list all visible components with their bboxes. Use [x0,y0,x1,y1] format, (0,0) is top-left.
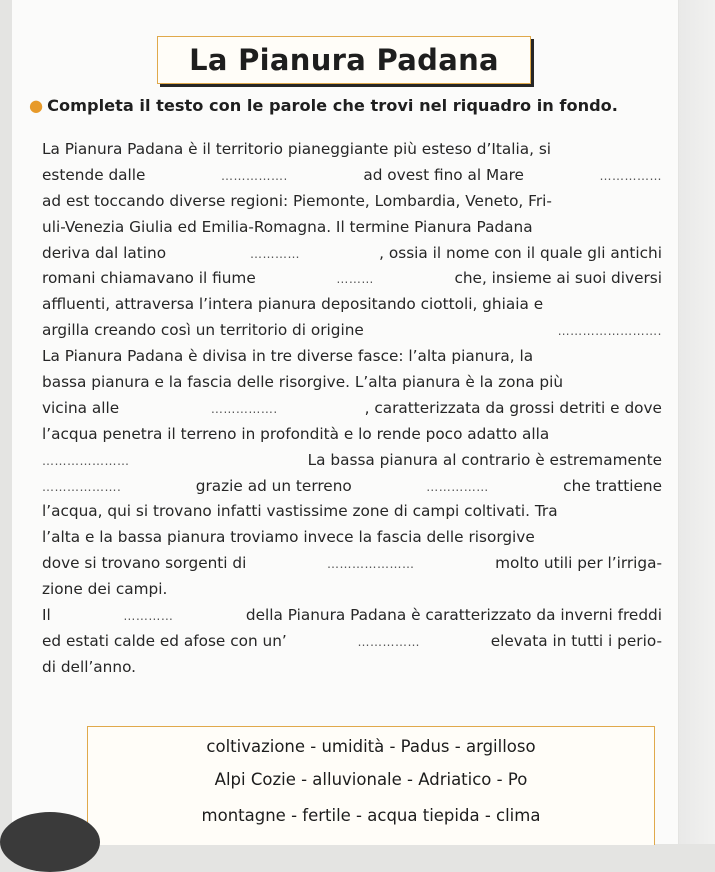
word-row: Alpi Cozie - alluvionale - Adriatico - Po [214,770,528,789]
text-segment: zione dei campi. [42,580,168,599]
blank-field: ………… [123,609,174,624]
text-line [42,396,662,422]
text-segment: La Pianura Padana è il territorio pianeggiante più esteso d’Italia, si [42,140,552,158]
text-segment: l’alta e la bassa pianura troviamo invece la fascia delle risorgive [42,528,535,547]
text-line [42,499,662,525]
blank-field: ……………………. [557,324,662,339]
blank-field: ………………… [327,557,415,572]
text-segment: La bassa pianura al contrario è estremamente [302,450,662,469]
text-segment: che, insieme ai suoi diversi [449,269,662,288]
text-line [42,344,662,370]
text-line [42,525,662,551]
text-segment: grazie ad un terreno [190,476,357,495]
blank-field: ………… [250,246,301,261]
exercise-text [42,137,662,681]
blank-field: ……………. [210,401,278,416]
text-segment: l’acqua, qui si trovano infatti vastissime zone di campi coltivati. Tra [42,502,558,521]
text-line [42,189,662,215]
instruction-text: Completa il testo con le parole che trovi nel riquadro in fondo. [47,96,618,115]
text-segment: Il [42,606,56,625]
text-segment: ed estati calde ed afose con un’ [42,631,292,650]
text-line [42,163,662,189]
text-segment: La Pianura Padana è divisa in tre diverse fasce: l’alta pianura, la [42,347,534,366]
text-segment: l’acqua penetra il terreno in profondità e lo rende poco adatto alla [42,424,550,443]
text-line [42,241,662,267]
blank-field: …………… [357,634,420,649]
text-segment: uli-Venezia Giulia ed Emilia-Romagna. Il termine Pianura Padana [42,217,533,236]
bullet-icon: ● [29,96,44,115]
word-box [87,726,655,845]
text-line [42,603,662,629]
text-segment: vicina alle [42,398,125,417]
text-line [42,629,662,655]
text-segment: affluenti, attraversa l’intera pianura depositando ciottoli, ghiaia e [42,295,544,314]
thumbnail-shape [0,812,100,872]
text-line [42,292,662,318]
text-line [42,266,662,292]
text-line [42,448,662,474]
text-segment: estende dalle [42,165,151,184]
blank-field: ………………… [42,453,130,468]
page-title: La Pianura Padana [189,43,499,77]
text-segment: di dell’anno. [42,657,137,676]
text-segment: , caratterizzata da grossi detriti e dove [364,398,662,417]
text-segment: dove si trovano sorgenti di [42,554,252,573]
text-line [42,577,662,603]
blank-field: …………… [426,479,489,494]
text-line [42,215,662,241]
text-segment: ad ovest fino al Mare [358,165,529,184]
text-segment: argilla creando così un territorio di origine [42,321,369,340]
text-segment: deriva dal latino [42,243,171,262]
text-line [42,370,662,396]
blank-field: ……………. [221,168,288,183]
text-line [42,474,662,500]
text-segment: molto utili per l’irriga- [490,554,662,573]
text-segment: bassa pianura e la fascia delle risorgive. L’alta pianura è la zona più [42,373,564,392]
text-line [42,655,662,681]
blank-field: ……… [336,272,374,287]
text-segment: della Pianura Padana è caratterizzato da inverni freddi [241,606,662,625]
text-line [42,137,662,163]
text-segment: romani chiamavano il fiume [42,269,261,288]
page-edge [679,0,715,844]
text-segment: elevata in tutti i perio- [485,631,662,650]
text-line [42,551,662,577]
text-segment: che trattiene [558,476,662,495]
text-line [42,318,662,344]
text-segment: ad est toccando diverse regioni: Piemonte, Lombardia, Veneto, Fri- [42,191,552,210]
title-box [157,36,531,84]
text-line [42,422,662,448]
blank-field: ………………. [42,479,122,494]
text-segment: , ossia il nome con il quale gli antichi [379,243,662,262]
word-row: montagne - fertile - acqua tiepida - clima [201,806,541,825]
instruction [29,96,675,115]
blank-field: …………… [599,168,662,183]
word-row: coltivazione - umidità - Padus - argilloso [206,737,536,756]
